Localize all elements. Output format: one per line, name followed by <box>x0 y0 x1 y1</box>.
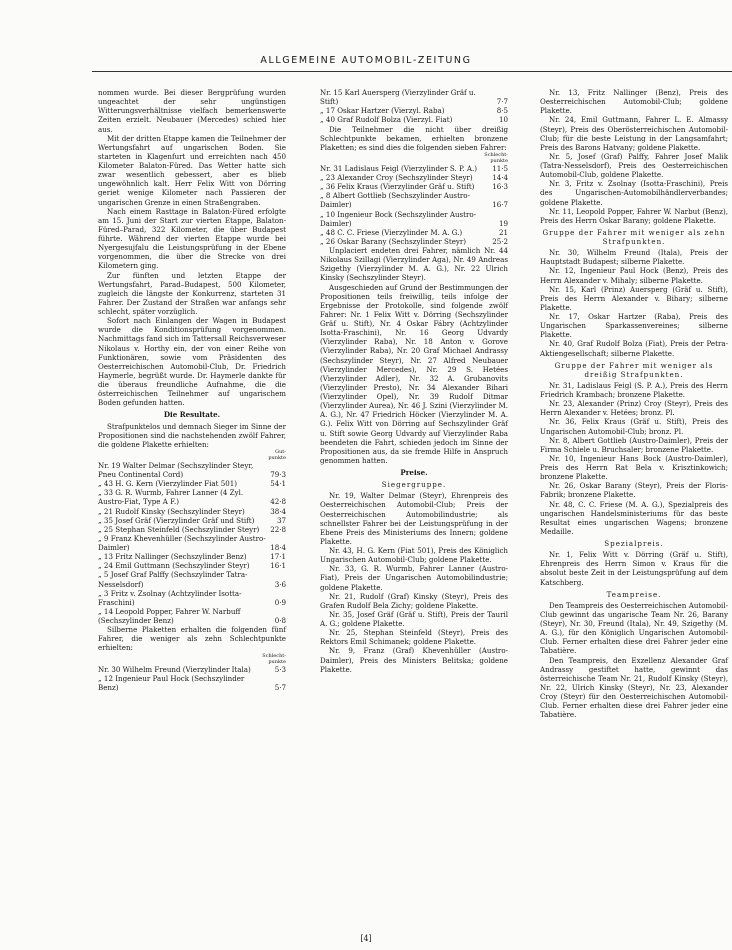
paragraph: Nr. 23, Alexander (Prinz) Croy (Steyr), Preis des Herrn Alexander v. Hetées; bronz. Pl. <box>540 399 728 418</box>
silver-results-list-cont <box>320 88 508 125</box>
page-number: [4] <box>360 934 372 943</box>
column-2 <box>320 88 508 674</box>
paragraph: Nr. 11, Leopold Popper, Fahrer W. Narbut (Benz), Preis des Herrn Oskar Barany; goldene Plakette. <box>540 206 728 225</box>
result-entry-name: „ 36 Felix Kraus (Vierzylinder Gräf u. Stift) <box>320 182 475 192</box>
paragraph: Strafpunktelos und demnach Sieger im Sinne der Propositionen sind die nachstehenden zwölf Fahrer, die goldene Plakette erhielten: <box>98 421 286 449</box>
result-entry-name: Nr. 15 Karl Auersperg (Vierzylinder Gräf u. Stift) <box>320 88 476 107</box>
result-entry-name: „ 9 Franz Khevenhüller (Sechszylinder Austro-Daimler) <box>98 533 266 552</box>
result-entry-name: „ 13 Fritz Nallinger (Sechszylinder Benz) <box>98 552 247 562</box>
paragraph: Den Teampreis, den Exzellenz Alexander Graf Andrassy gestiftet hatte, gewinnt das österreichische Team Nr. 21, Rudolf Kinsky (Steyr), Nr. 22, Ulrich Kinsky (Steyr), Nr. 23, Alexander Croy (Steyr) für den Oesterreichischen Automobil-Club. Ferner erhalten diese drei Fahrer jeder eine Tabatière. <box>540 655 728 720</box>
paragraph: Nr. 9, Franz (Graf) Khevenhüller (Austro-Daimler), Preis des Ministers Belitska; goldene Plakette. <box>320 646 508 674</box>
paragraph: Nr. 19, Walter Delmar (Steyr), Ehrenpreis des Oesterreichischen Automobil-Club; Preis der Oesterreichischen Automobilindustrie; als schnellster Fahrer bei der Leistungsprüfung in der Ebene Preis des Ministeriums des Innern; goldene Plakette. <box>320 491 508 546</box>
result-entry-points: 0·9 <box>274 597 286 607</box>
result-entry <box>98 589 286 607</box>
result-entry-name: „ 5 Josef Graf Palffy (Sechszylinder Tatra-Nesselsdorf) <box>98 570 248 589</box>
result-entry <box>98 488 286 506</box>
paragraph: Sofort nach Einlangen der Wagen in Budapest wurde die Konditionsprüfung vorgenommen. Nachmittags fand sich im Tattersall Reichsverweser Nikolaus v. Horthy ein, der von einer Reihe von Funktionären, sowie vom Präsidenten des Oesterreichischen Automobil-Club, Dr. Friedrich Haymerle, begrüßt wurde. Dr. Haymerle dankte für die überaus freundliche Aufnahme, die die österreichischen Teilnehmer auf ungarischem Boden gefunden hatten. <box>98 316 286 408</box>
paragraph: Nach einem Rasttage in Balaton-Füred erfolgte am 15. Juni der Start zur vierten Etappe, Balaton-Füred–Parad, 322 Kilometer, die über Budapest führte. Während der vierten Etappe wurde bei Nyergesujfalu die Leistungsprüfung in der Ebene vorgenommen, die über die Strecke von drei Kilometern ging. <box>98 206 286 271</box>
gold-results-list <box>98 461 286 625</box>
result-entry-points: 3·6 <box>274 579 286 589</box>
result-entry <box>98 570 286 588</box>
result-entry-name: „ 25 Stephan Steinfeld (Sechszylinder Steyr) <box>98 524 260 534</box>
result-entry <box>98 479 286 488</box>
schlechtpunkte-label: Schlecht- punkte <box>484 151 508 164</box>
paragraph: Nr. 3, Fritz v. Zsolnay (Isotta-Fraschini), Preis des Ungarischen-Automobilhändlerverbandes; goldene Plakette. <box>540 179 728 207</box>
paragraph: Nr. 26, Oskar Barany (Steyr), Preis der Floris-Fabrik; bronzene Plakette. <box>540 481 728 500</box>
silver-results-list <box>98 665 286 692</box>
result-entry <box>98 665 286 674</box>
running-header: ALLGEMEINE AUTOMOBIL-ZEITUNG <box>260 55 472 66</box>
group-heading-silver: Gruppe der Fahrer mit weniger als zehn Strafpunkten. <box>542 227 726 246</box>
result-entry <box>98 525 286 534</box>
paragraph: Nr. 48, C. C. Friese (M. A. G.), Spezialpreis des ungarischen Handelsministeriums für das beste Resultat eines ungarischen Wagens; bronzene Medaille. <box>540 499 728 536</box>
result-entry <box>98 674 286 692</box>
result-entry <box>320 173 508 182</box>
paragraph: Nr. 5, Josef (Graf) Palffy, Fahrer Josef Malik (Tatra-Nesselsdorf), Preis des Oesterreichischen Automobil-Club, goldene Plakette. <box>540 151 728 180</box>
result-entry-name: „ 8 Albert Gottlieb (Sechszylinder Austro-Daimler) <box>320 191 470 210</box>
section-heading-teampreise: Teampreise. <box>606 589 662 599</box>
section-heading-spezialpreis: Spezialpreis. <box>604 539 664 548</box>
result-entry-name: „ 26 Oskar Barany (Sechszylinder Steyr) <box>320 236 467 246</box>
result-entry-points: 37 <box>276 515 286 525</box>
result-entry-points: 16·7 <box>492 200 508 210</box>
paragraph: Nr. 17, Oskar Hartzer (Raba), Preis des Ungarischen Sparkassenvereines; silberne Plakette. <box>540 312 728 340</box>
paragraph: Nr. 25, Stephan Steinfeld (Steyr), Preis des Rektors Emil Schimanek; goldene Plakette. <box>320 628 508 647</box>
result-entry-name: „ 33 G. R. Wurmb, Fahrer Lanner (4 Zyl. Austro-Fiat, Type A F.) <box>98 488 244 507</box>
paragraph: Nr. 40, Graf Rudolf Bolza (Fiat), Preis der Petra-Aktiengesellschaft; silberne Plakette. <box>540 339 728 358</box>
paragraph: Nr. 36, Felix Kraus (Gräf u. Stift), Preis des Ungarischen Automobil-Club; bronz. Pl. <box>540 417 728 436</box>
paragraph: Nr. 43, H. G. Kern (Fiat 501), Preis des Königlich Ungarischen Automobil-Club; goldene Plakette. <box>320 546 508 565</box>
paragraph: Nr. 24, Emil Guttmann, Fahrer L. E. Almassy (Steyr), Preis des Oberösterreichischen Automobil-Club; für die beste Leistung in der Langsamfahrt; Preis des Barons Hatvany; goldene Plakette. <box>540 115 728 152</box>
result-entry <box>320 106 508 115</box>
result-entry-points: 7·7 <box>496 97 508 107</box>
paragraph: Nr. 1, Felix Witt v. Dörring (Gräf u. Stift), Ehrenpreis des Herrn Simon v. Kraus für die absolut beste Zeit in der Leistungsprüfung auf dem Katschberg. <box>540 550 728 587</box>
paragraph: Nr. 8, Albert Gottlieb (Austro-Daimler), Preis der Firma Schiele u. Bruchsaler; bronzene Plakette. <box>540 435 728 454</box>
result-entry-name: „ 40 Graf Rudolf Bolza (Vierzyl. Fiat) <box>320 115 453 125</box>
result-entry-name: „ 21 Rudolf Kinsky (Sechszylinder Steyr) <box>98 506 245 516</box>
paragraph: Nr. 21, Rudolf (Graf) Kinsky (Steyr), Preis des Grafen Rudolf Bela Zichy; goldene Plakette. <box>320 591 508 610</box>
group-heading-bronze: Gruppe der Fahrer mit weniger als dreißig Strafpunkten. <box>554 360 714 379</box>
result-entry <box>320 210 508 228</box>
result-entry <box>320 182 508 191</box>
paragraph: Nr. 31, Ladislaus Feigl (S. P. A.), Preis des Herrn Friedrich Krambach; bronzene Plakette. <box>540 380 728 399</box>
result-entry-points: 10 <box>498 115 508 125</box>
result-entry-name: Nr. 30 Wilhelm Freund (Vierzylinder Itala) <box>98 664 251 674</box>
paragraph: Zur fünften und letzten Etappe der Wertungsfahrt, Parad–Budapest, 500 Kilometer, zugleich die längste der Konkurrenz, starteten 31 Fahrer. Der Zustand der Straßen war anfangs sehr schlecht, später vorzüglich. <box>98 270 286 316</box>
result-entry-points: 14·4 <box>492 173 508 182</box>
paragraph: Nr. 10, Ingenieur Hans Bock (Austro-Daimler), Preis des Herrn Rat Bela v. Krisztinkowich; bronzene Plakette. <box>540 453 728 482</box>
result-entry <box>320 228 508 237</box>
result-entry <box>320 88 508 106</box>
result-entry-name: „ 35 Josef Gräf (Vierzylinder Gräf und Stift) <box>98 515 255 525</box>
section-heading-preise: Preise. <box>400 468 428 477</box>
section-heading-siegergruppe: Siegergruppe. <box>381 480 447 490</box>
schlechtpunkte-label: Schlecht- punkte <box>262 652 286 665</box>
paragraph: Den Teampreis des Oesterreichischen Automobil-Club gewinnt das ungarische Team Nr. 26, Barany (Steyr), Nr. 30, Freund (Itala), Nr. 49, Szigethy (M. A. G.), für den Königlich Ungarischen Automobil-Club. Ferner erhalten diese drei Fahrer jeder eine Tabatière. <box>540 600 728 656</box>
result-entry-name: „ 3 Fritz v. Zsolnay (Achtzylinder Isotta-Fraschini) <box>98 588 242 607</box>
result-entry-points: 16·3 <box>492 182 508 192</box>
paragraph: Nr. 30, Wilhelm Freund (Itala), Preis der Hauptstadt Budapest; silberne Plakette. <box>540 248 728 267</box>
paragraph: Nr. 15, Karl (Prinz) Auersperg (Gräf u. Stift), Preis des Herrn Alexander v. Bihary; silberne Plakette. <box>540 284 728 312</box>
result-entry <box>320 237 508 246</box>
header-rule <box>92 71 732 72</box>
result-entry-name: „ 17 Oskar Hartzer (Vierzyl. Raba) <box>320 106 445 116</box>
column-1 <box>98 88 286 692</box>
result-entry-name: „ 24 Emil Guttmann (Sechszylinder Steyr) <box>98 561 250 571</box>
result-entry-points: 22·8 <box>270 524 286 534</box>
result-entry-name: „ 43 H. G. Kern (Vierzylinder Fiat 501) <box>98 479 238 489</box>
paragraph: Die Teilnehmer die nicht über dreißig Schlechtpunkte bekamen, erhielten bronzene Plaketten; es sind dies die folgenden sieben Fahrer: <box>320 124 508 152</box>
paragraph: Mit der dritten Etappe kamen die Teilnehmer der Wertungsfahrt auf ungarischen Boden. Sie starteten in Klagenfurt und erreichten nach 450 Kilometer Balaton-Füred. Das Wetter hatte sich zwar wesentlich gebessert, aber es blieb ungewöhnlich kalt. Herr Felix Witt von Dörring geriet wenige Kilometer nach Passieren der ungarischen Grenze in einen Straßengraben. <box>98 133 286 207</box>
paragraph: Nr. 12, Ingenieur Paul Hock (Benz), Preis des Herrn Alexander v. Mihaly; silberne Plakette. <box>540 266 728 285</box>
result-entry-points: 79·3 <box>270 470 286 479</box>
bronze-results-list <box>320 164 508 246</box>
result-entry <box>98 461 286 479</box>
gutpunkte-label: Gut- punkte <box>268 448 286 461</box>
paragraph: Nr. 35, Josef Gräf (Gräf u. Stift), Preis der Tauril A. G.; goldene Plakette. <box>320 609 508 628</box>
result-entry-points: 54·1 <box>270 479 286 489</box>
result-entry <box>320 191 508 209</box>
result-entry <box>320 115 508 124</box>
result-entry <box>320 164 508 173</box>
result-entry-name: „ 12 Ingenieur Paul Hock (Sechszylinder Benz) <box>98 673 245 692</box>
result-entry-points: 11·5 <box>492 163 508 173</box>
result-entry-points: 42·8 <box>270 497 286 507</box>
result-entry-points: 19 <box>498 218 508 228</box>
paragraph: Ausgeschieden auf Grund der Bestimmungen der Propositionen teils freiwillig, teils infolge der Ergebnisse der Protokolle, sind folgende zwölf Fahrer: Nr. 1 Felix Witt v. Dörring (Sechszylinder Gräf u. Stift), Nr. 4 Oskar Fábry (Achtzylinder Isotta-Fraschini), Nr. 16 Georg Udvardy (Vierzylinder Raba), Nr. 18 Anton v. Gorove (Vierzylinder Raba), Nr. 20 Graf Michael Andrassy (Sechszylinder Steyr), Nr. 27 Alfred Neubauer (Vierzylinder Mercedes), Nr. 29 S. Hetées (Vierzylinder Adler), Nr. 32 A. Grubanovits (Vierzylinder Presto), Nr. 34 Alexander Bihari (Vierzylinder Opel), Nr. 39 Rudolf Ditmar (Vierzylinder Aurea), Nr. 46 J. Szini (Vierzylinder M. A. G.), Nr. 47 Friedrich Höcker (Vierzylinder M. A. G.). Felix Witt von Dörring auf Sechszylinder Gräf u. Stift sowie Georg Udvardy auf Vierzylinder Raba beendeten die Fahrt, schieden jedoch im Sinne der Propositionen aus, da sie fremde Hilfe in Anspruch genommen hatten. <box>320 282 508 465</box>
result-entry-points: 5·3 <box>274 664 286 674</box>
result-entry-name: „ 10 Ingenieur Bock (Sechszylinder Austro-Daimler) <box>320 209 477 228</box>
result-entry-name: Nr. 31 Ladislaus Feigl (Vierzylinder S. P. A.) <box>320 163 477 173</box>
result-entry-name: „ 14 Leopold Popper, Fahrer W. Narbuff (Sechszylinder Benz) <box>98 606 241 625</box>
result-entry <box>98 507 286 516</box>
result-entry-points: 25·2 <box>492 236 508 246</box>
result-entry <box>98 561 286 570</box>
result-entry <box>98 607 286 625</box>
paragraph: Silberne Plaketten erhalten die folgenden fünf Fahrer, die weniger als zehn Schlechtpunkte erhielten: <box>98 625 286 653</box>
result-entry <box>98 534 286 552</box>
result-entry-points: 18·4 <box>270 543 286 552</box>
result-entry-points: 38·4 <box>270 506 286 516</box>
result-entry-points: 21 <box>498 227 508 237</box>
result-entry <box>98 516 286 525</box>
result-entry-points: 8·5 <box>496 106 508 116</box>
result-entry-points: 16·1 <box>270 561 286 571</box>
paragraph: Nr. 13, Fritz Nallinger (Benz), Preis des Oesterreichischen Automobil-Club; goldene Plakette. <box>540 88 728 116</box>
paragraph: nommen wurde. Bei dieser Bergprüfung wurden ungeachtet der sehr ungünstigen Witterungsverhältnisse vielfach bemerkenswerte Zeiten erzielt. Neubauer (Mercedes) schied hier aus. <box>98 88 286 134</box>
paragraph: Nr. 33, G. R. Wurmb, Fahrer Lanner (Austro-Fiat), Preis der Ungarischen Automobilindustrie; goldene Plakette. <box>320 564 508 592</box>
result-entry-name: Nr. 19 Walter Delmar (Sechszylinder Steyr, Pneu Continental Cord) <box>98 460 254 479</box>
result-entry <box>98 552 286 561</box>
result-entry-points: 0·8 <box>274 616 286 625</box>
section-heading-resultate: Die Resultate. <box>163 410 221 420</box>
result-entry-points: 17·1 <box>270 552 286 562</box>
result-entry-name: „ 48 C. C. Friese (Vierzylinder M. A. G.) <box>320 227 463 237</box>
column-3 <box>540 88 728 719</box>
paragraph: Unplaciert endeten drei Fahrer, nämlich Nr. 44 Nikolaus Szillagi (Vierzylinder Aga), Nr. 49 Andreas Szigethy (Vierzylinder M. A. G.), Nr. 22 Ulrich Kinsky (Sechszylinder Steyr). <box>320 246 508 283</box>
result-entry-points: 5·7 <box>274 682 286 692</box>
result-entry-name: „ 23 Alexander Croy (Sechszylinder Steyr) <box>320 173 473 182</box>
